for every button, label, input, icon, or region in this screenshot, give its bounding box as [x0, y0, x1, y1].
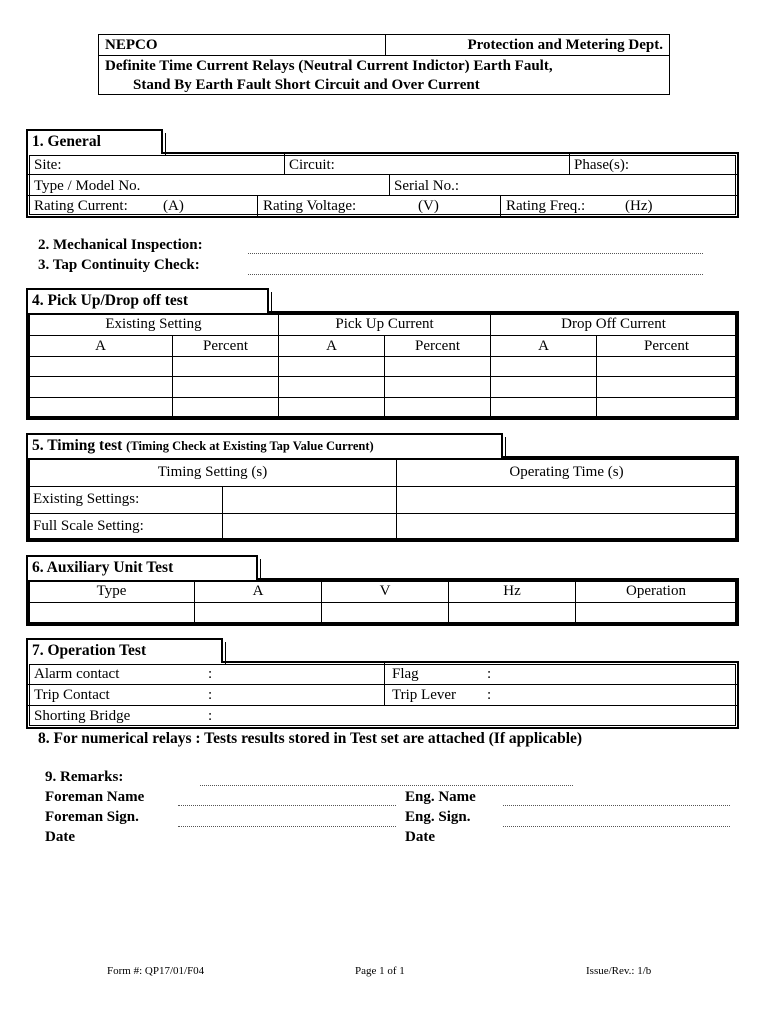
date-right-label: Date [405, 829, 435, 845]
table-cell[interactable] [397, 513, 737, 540]
table-cell[interactable] [597, 377, 737, 397]
date-left-label: Date [45, 829, 75, 845]
aux-col-v: V [322, 581, 449, 603]
trip-lever-label: Trip Lever [392, 687, 457, 703]
table-cell[interactable] [449, 603, 576, 624]
timing-col-setting: Timing Setting (s) [29, 459, 397, 487]
table-cell[interactable] [173, 377, 279, 397]
pickup-grid [28, 313, 737, 418]
table-cell[interactable] [279, 397, 385, 417]
auxiliary-table [26, 578, 739, 626]
header-vdivider [385, 35, 386, 55]
timing-table [26, 456, 739, 542]
rating-current-label: Rating Current: [34, 198, 128, 214]
aux-col-type: Type [29, 581, 195, 603]
timing-row-fullscale: Full Scale Setting: [29, 513, 223, 540]
divider [284, 154, 285, 175]
table-cell[interactable] [491, 357, 597, 377]
divider [28, 684, 737, 685]
trip-contact-label: Trip Contact [34, 687, 110, 703]
table-cell[interactable] [397, 487, 737, 514]
timing-heading-note: (Timing Check at Existing Tap Value Current) [126, 439, 374, 453]
general-row-3 [28, 196, 737, 216]
form-title-line1: Definite Time Current Relays (Neutral Current Indictor) Earth Fault, [105, 58, 553, 74]
table-cell[interactable] [223, 513, 397, 540]
department-name: Protection and Metering Dept. [467, 37, 663, 53]
site-label: Site: [34, 157, 62, 173]
aux-col-operation: Operation [576, 581, 737, 603]
colon: : [487, 666, 492, 682]
pickup-subcol: A [29, 336, 173, 357]
type-model-label: Type / Model No. [34, 178, 141, 194]
pickup-group-dropoff: Drop Off Current [491, 314, 737, 336]
table-cell[interactable] [29, 377, 173, 397]
tap-continuity-line[interactable] [248, 274, 703, 275]
pickup-subcol: A [279, 336, 385, 357]
colon: : [208, 666, 213, 682]
mechanical-inspection-label: 2. Mechanical Inspection: [38, 237, 203, 253]
eng-name-line[interactable] [503, 805, 730, 806]
phases-label: Phase(s): [574, 157, 629, 173]
table-cell[interactable] [173, 357, 279, 377]
table-cell[interactable] [597, 397, 737, 417]
colon: : [208, 708, 213, 724]
foreman-name-line[interactable] [178, 805, 396, 806]
mechanical-inspection-line[interactable] [248, 253, 703, 254]
foreman-sign-label: Foreman Sign. [45, 809, 139, 825]
table-cell[interactable] [385, 377, 491, 397]
table-row [29, 397, 737, 417]
remarks-line[interactable] [200, 785, 573, 786]
section-general-heading: 1. General [26, 129, 163, 154]
table-row [29, 377, 737, 397]
rating-freq-unit: (Hz) [625, 198, 653, 214]
numerical-relays-note: 8. For numerical relays : Tests results stored in Test set are attached (If applicable) [38, 730, 583, 747]
pickup-table [26, 311, 739, 420]
general-table [26, 152, 739, 218]
footer-page-number: Page 1 of 1 [355, 965, 405, 977]
table-cell[interactable] [173, 397, 279, 417]
table-cell[interactable] [385, 357, 491, 377]
table-cell[interactable] [491, 377, 597, 397]
eng-name-label: Eng. Name [405, 789, 476, 805]
section-auxiliary-heading: 6. Auxiliary Unit Test [26, 555, 258, 580]
divider [28, 705, 737, 706]
table-cell[interactable] [491, 397, 597, 417]
flag-label: Flag [392, 666, 419, 682]
general-row-2 [28, 175, 737, 196]
general-row-1 [28, 154, 737, 175]
section-timing-heading [26, 433, 503, 458]
shorting-bridge-label: Shorting Bridge [34, 708, 131, 724]
table-cell[interactable] [322, 603, 449, 624]
table-cell[interactable] [195, 603, 322, 624]
table-row [29, 513, 737, 540]
pickup-group-existing: Existing Setting [29, 314, 279, 336]
pickup-subcol: A [491, 336, 597, 357]
footer-issue-rev: Issue/Rev.: 1/b [586, 965, 652, 977]
timing-heading-text: 5. Timing test [32, 437, 123, 454]
form-title-line2: Stand By Earth Fault Short Circuit and Over Current [133, 77, 480, 93]
eng-sign-line[interactable] [503, 826, 730, 827]
divider [500, 196, 501, 216]
auxiliary-grid [28, 580, 737, 624]
rating-freq-label: Rating Freq.: [506, 198, 586, 214]
table-cell[interactable] [597, 357, 737, 377]
table-cell[interactable] [29, 357, 173, 377]
alarm-contact-label: Alarm contact [34, 666, 120, 682]
circuit-label: Circuit: [289, 157, 335, 173]
remarks-label: 9. Remarks: [45, 769, 124, 785]
rating-voltage-label: Rating Voltage: [263, 198, 357, 214]
table-cell[interactable] [29, 603, 195, 624]
colon: : [208, 687, 213, 703]
header-box [98, 34, 670, 95]
table-cell[interactable] [385, 397, 491, 417]
divider [569, 154, 570, 175]
pickup-subcol: Percent [385, 336, 491, 357]
section-operation-heading: 7. Operation Test [26, 638, 223, 663]
table-row [29, 357, 737, 377]
pickup-group-pickup: Pick Up Current [279, 314, 491, 336]
eng-sign-label: Eng. Sign. [405, 809, 471, 825]
divider [257, 196, 258, 216]
table-row [29, 487, 737, 514]
aux-col-hz: Hz [449, 581, 576, 603]
table-cell[interactable] [576, 603, 737, 624]
header-divider [99, 55, 669, 56]
colon: : [487, 687, 492, 703]
table-cell[interactable] [279, 357, 385, 377]
rating-current-unit: (A) [163, 198, 184, 214]
rating-voltage-unit: (V) [418, 198, 439, 214]
operation-table [26, 661, 739, 729]
foreman-sign-line[interactable] [178, 826, 396, 827]
divider [389, 175, 390, 196]
footer-form-number: Form #: QP17/01/F04 [107, 965, 205, 977]
timing-grid [28, 458, 737, 540]
pickup-subcol: Percent [173, 336, 279, 357]
tap-continuity-label: 3. Tap Continuity Check: [38, 257, 200, 273]
table-cell[interactable] [29, 397, 173, 417]
serial-no-label: Serial No.: [394, 178, 459, 194]
pickup-subcol: Percent [597, 336, 737, 357]
table-cell[interactable] [279, 377, 385, 397]
table-cell[interactable] [223, 487, 397, 514]
timing-row-existing: Existing Settings: [29, 487, 223, 514]
timing-col-operating: Operating Time (s) [397, 459, 737, 487]
table-row [29, 603, 737, 624]
section-pickup-heading: 4. Pick Up/Drop off test [26, 288, 269, 313]
company-name: NEPCO [105, 37, 158, 53]
aux-col-a: A [195, 581, 322, 603]
foreman-name-label: Foreman Name [45, 789, 145, 805]
